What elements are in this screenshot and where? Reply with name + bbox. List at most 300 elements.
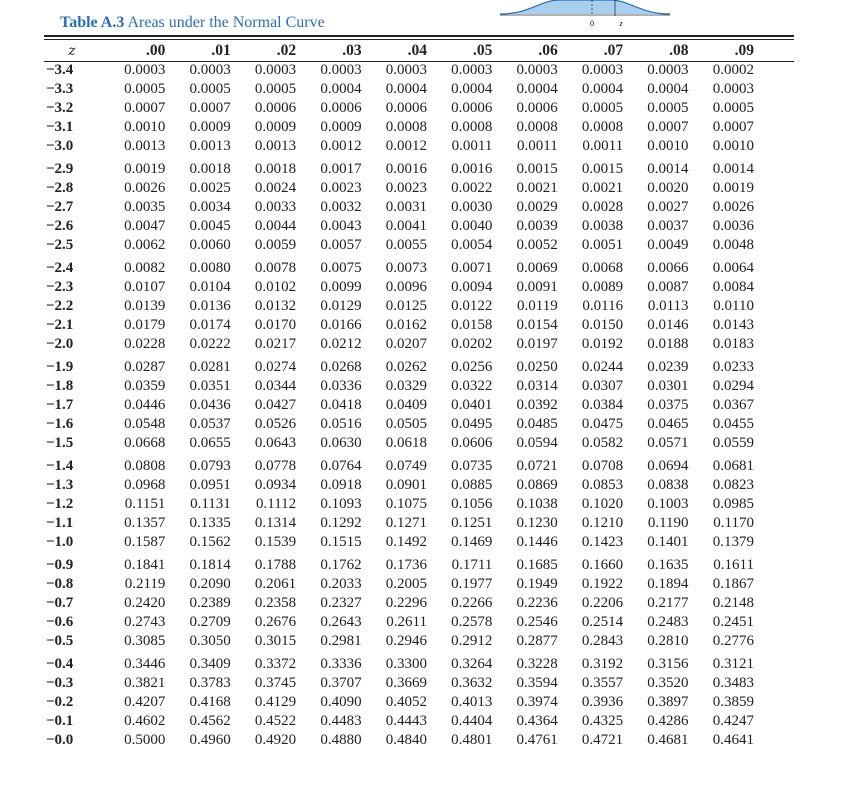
area-cell: 0.1736	[385, 557, 427, 573]
area-cell: 0.0250	[516, 359, 558, 375]
area-cell: 0.0793	[189, 458, 231, 474]
area-cell: 0.1469	[451, 534, 493, 550]
area-cell: 0.1379	[712, 534, 754, 550]
table-row	[44, 335, 754, 354]
area-cell: 0.0228	[124, 336, 166, 352]
area-cell: 0.3085	[124, 633, 166, 649]
area-cell: 0.4013	[451, 694, 493, 710]
table-row	[44, 99, 754, 118]
area-cell: 0.3632	[451, 675, 493, 691]
area-cell: 0.0015	[516, 161, 558, 177]
area-cell: 0.0082	[124, 260, 166, 276]
area-cell: 0.0344	[254, 378, 297, 394]
area-cell: 0.3745	[254, 675, 297, 691]
area-cell: 0.2266	[451, 595, 493, 611]
area-cell: 0.0045	[189, 218, 231, 234]
area-cell: 0.0047	[124, 218, 166, 234]
z-value-cell: −3.4	[46, 62, 74, 78]
area-cell: 0.0035	[124, 199, 166, 215]
area-cell: 0.0003	[189, 62, 231, 78]
top-rule	[44, 35, 794, 37]
table-row	[44, 198, 754, 217]
area-cell: 0.0034	[189, 199, 231, 215]
area-cell: 0.0007	[189, 100, 231, 116]
table-row	[44, 712, 754, 731]
z-value-cell: −0.3	[46, 675, 74, 691]
z-value-cell: −0.9	[46, 557, 74, 573]
area-cell: 0.0008	[581, 119, 624, 135]
area-cell: 0.3974	[516, 694, 558, 710]
area-cell: 0.0885	[451, 477, 493, 493]
area-cell: 0.0007	[124, 100, 166, 116]
area-cell: 0.3936	[581, 694, 624, 710]
area-cell: 0.1446	[516, 534, 558, 550]
area-cell: 0.0013	[189, 138, 231, 154]
table-row	[44, 179, 754, 198]
area-cell: 0.1020	[581, 496, 624, 512]
area-cell: 0.3897	[647, 694, 689, 710]
area-cell: 0.0004	[385, 81, 427, 97]
area-cell: 0.0146	[647, 317, 689, 333]
area-cell: 0.0028	[581, 199, 624, 215]
area-cell: 0.0010	[124, 119, 166, 135]
area-cell: 0.0188	[647, 336, 689, 352]
area-cell: 0.1210	[581, 515, 624, 531]
area-cell: 0.0003	[254, 62, 297, 78]
table-row	[44, 632, 754, 651]
area-cell: 0.0853	[581, 477, 624, 493]
table-row	[44, 354, 754, 377]
area-cell: 0.3372	[254, 656, 297, 672]
area-cell: 0.0066	[647, 260, 689, 276]
area-cell: 0.0102	[254, 279, 297, 295]
area-cell: 0.4286	[647, 713, 689, 729]
area-cell: 0.0122	[451, 298, 493, 314]
area-cell: 0.3192	[581, 656, 624, 672]
area-cell: 0.1335	[189, 515, 231, 531]
area-cell: 0.0869	[516, 477, 558, 493]
area-cell: 0.1922	[581, 576, 624, 592]
area-cell: 0.0041	[385, 218, 427, 234]
z-value-cell: −2.3	[46, 279, 74, 295]
area-cell: 0.0031	[385, 199, 427, 215]
area-cell: 0.3783	[189, 675, 231, 691]
table-row	[44, 575, 754, 594]
area-cell: 0.0158	[451, 317, 493, 333]
area-cell: 0.3121	[712, 656, 754, 672]
area-cell: 0.0043	[320, 218, 362, 234]
area-cell: 0.0011	[517, 138, 558, 154]
area-cell: 0.0968	[124, 477, 166, 493]
area-cell: 0.0024	[254, 180, 297, 196]
area-cell: 0.0069	[516, 260, 558, 276]
column-header: .06	[538, 41, 558, 59]
area-cell: 0.3050	[189, 633, 231, 649]
area-cell: 0.3300	[385, 656, 427, 672]
area-cell: 0.0005	[189, 81, 231, 97]
area-cell: 0.2033	[320, 576, 362, 592]
area-cell: 0.0071	[451, 260, 493, 276]
area-cell: 0.2843	[581, 633, 624, 649]
area-cell: 0.0003	[581, 62, 624, 78]
area-cell: 0.2420	[124, 595, 166, 611]
area-cell: 0.0838	[647, 477, 689, 493]
z-value-cell: −0.6	[46, 614, 74, 630]
area-cell: 0.0019	[124, 161, 166, 177]
area-cell: 0.1685	[516, 557, 558, 573]
area-cell: 0.1587	[124, 534, 166, 550]
table-row	[44, 80, 754, 99]
area-cell: 0.0018	[189, 161, 231, 177]
z-value-cell: −1.8	[46, 378, 74, 394]
area-cell: 0.0655	[189, 435, 231, 451]
area-cell: 0.0016	[385, 161, 427, 177]
z-value-cell: −1.7	[46, 397, 74, 413]
area-cell: 0.0119	[517, 298, 558, 314]
table-row	[44, 61, 754, 80]
area-cell: 0.0918	[320, 477, 362, 493]
table-row	[44, 118, 754, 137]
area-cell: 0.0192	[581, 336, 624, 352]
z-value-cell: −2.9	[46, 161, 74, 177]
area-cell: 0.0143	[712, 317, 754, 333]
area-cell: 0.0013	[124, 138, 166, 154]
area-cell: 0.1660	[581, 557, 624, 573]
table-row	[44, 651, 754, 674]
area-cell: 0.0244	[581, 359, 624, 375]
area-cell: 0.0004	[451, 81, 493, 97]
z-value-cell: −0.8	[46, 576, 74, 592]
area-cell: 0.0039	[516, 218, 558, 234]
table-row	[44, 396, 754, 415]
area-cell: 0.1401	[647, 534, 689, 550]
area-cell: 0.0051	[581, 237, 624, 253]
area-cell: 0.0901	[385, 477, 427, 493]
area-cell: 0.0003	[385, 62, 427, 78]
table-row	[44, 156, 754, 179]
z-value-cell: −1.4	[46, 458, 74, 474]
area-cell: 0.0011	[582, 138, 624, 154]
area-cell: 0.3264	[451, 656, 493, 672]
area-cell: 0.0170	[254, 317, 297, 333]
area-cell: 0.3520	[647, 675, 689, 691]
area-cell: 0.0359	[124, 378, 166, 394]
area-cell: 0.0934	[254, 477, 297, 493]
area-cell: 0.0013	[254, 138, 297, 154]
area-cell: 0.0007	[712, 119, 754, 135]
area-cell: 0.0005	[124, 81, 166, 97]
area-cell: 0.0062	[124, 237, 166, 253]
area-cell: 0.0516	[320, 416, 362, 432]
table-body	[44, 61, 754, 750]
area-cell: 0.1894	[647, 576, 689, 592]
area-cell: 0.0287	[124, 359, 166, 375]
area-cell: 0.2676	[254, 614, 297, 630]
area-cell: 0.0026	[124, 180, 166, 196]
z-value-cell: −1.6	[46, 416, 74, 432]
area-cell: 0.0823	[712, 477, 754, 493]
area-cell: 0.0044	[254, 218, 297, 234]
area-cell: 0.0004	[516, 81, 558, 97]
area-cell: 0.1977	[451, 576, 493, 592]
area-cell: 0.0113	[647, 298, 689, 314]
column-header: .09	[734, 41, 754, 59]
area-cell: 0.0008	[451, 119, 493, 135]
area-cell: 0.0006	[516, 100, 558, 116]
area-cell: 0.0073	[385, 260, 427, 276]
area-cell: 0.0384	[581, 397, 624, 413]
area-cell: 0.0078	[254, 260, 297, 276]
area-cell: 0.0023	[320, 180, 362, 196]
area-cell: 0.0060	[189, 237, 231, 253]
area-cell: 0.0505	[385, 416, 427, 432]
area-cell: 0.2643	[320, 614, 362, 630]
area-cell: 0.0116	[582, 298, 624, 314]
area-cell: 0.4443	[385, 713, 427, 729]
area-cell: 0.0006	[254, 100, 297, 116]
area-cell: 0.0274	[254, 359, 297, 375]
area-cell: 0.0150	[581, 317, 624, 333]
z-value-cell: −2.8	[46, 180, 74, 196]
table-row	[44, 297, 754, 316]
area-cell: 0.1635	[647, 557, 689, 573]
z-value-cell: −3.1	[46, 119, 74, 135]
area-cell: 0.1611	[713, 557, 754, 573]
table-row	[44, 495, 754, 514]
area-cell: 0.0008	[385, 119, 427, 135]
area-cell: 0.3557	[581, 675, 624, 691]
area-cell: 0.0003	[712, 81, 754, 97]
area-cell: 0.0681	[712, 458, 754, 474]
area-cell: 0.0233	[712, 359, 754, 375]
area-cell: 0.0007	[647, 119, 689, 135]
area-cell: 0.0307	[581, 378, 624, 394]
area-cell: 0.0322	[451, 378, 493, 394]
area-cell: 0.0314	[516, 378, 558, 394]
area-cell: 0.0571	[647, 435, 689, 451]
area-cell: 0.0256	[451, 359, 493, 375]
z-value-cell: −1.9	[46, 359, 74, 375]
area-cell: 0.1131	[190, 496, 231, 512]
area-cell: 0.3594	[516, 675, 558, 691]
z-value-cell: −1.1	[46, 515, 74, 531]
table-row	[44, 594, 754, 613]
table-row	[44, 476, 754, 495]
area-cell: 0.1112	[256, 496, 297, 512]
column-header: .07	[603, 41, 624, 59]
table-row	[44, 731, 754, 750]
area-cell: 0.4090	[320, 694, 362, 710]
column-header: .05	[472, 41, 493, 59]
area-cell: 0.3707	[320, 675, 362, 691]
area-cell: 0.1539	[254, 534, 297, 550]
area-cell: 0.3821	[124, 675, 166, 691]
area-cell: 0.1711	[451, 557, 493, 573]
area-cell: 0.0014	[712, 161, 754, 177]
area-cell: 0.0764	[320, 458, 362, 474]
z-value-cell: −1.3	[46, 477, 74, 493]
area-cell: 0.0110	[713, 298, 754, 314]
area-cell: 0.0048	[712, 237, 754, 253]
area-cell: 0.0202	[451, 336, 493, 352]
area-cell: 0.2483	[647, 614, 689, 630]
area-cell: 0.0418	[320, 397, 362, 413]
area-cell: 0.0207	[385, 336, 427, 352]
table-row	[44, 255, 754, 278]
area-cell: 0.0336	[320, 378, 362, 394]
area-cell: 0.2946	[385, 633, 427, 649]
area-cell: 0.0735	[451, 458, 493, 474]
area-cell: 0.4960	[189, 732, 231, 748]
table-row	[44, 434, 754, 453]
area-cell: 0.0005	[254, 81, 297, 97]
area-cell: 0.1314	[254, 515, 297, 531]
table-title	[60, 14, 325, 32]
area-cell: 0.0068	[581, 260, 624, 276]
area-cell: 0.0054	[451, 237, 493, 253]
area-cell: 0.1251	[451, 515, 493, 531]
area-cell: 0.0166	[320, 317, 362, 333]
area-cell: 0.0301	[647, 378, 689, 394]
area-cell: 0.4721	[581, 732, 624, 748]
table-row	[44, 674, 754, 693]
area-cell: 0.2327	[320, 595, 362, 611]
area-cell: 0.1003	[647, 496, 689, 512]
area-cell: 0.1492	[385, 534, 427, 550]
column-header-z: z	[68, 42, 76, 59]
area-cell: 0.1515	[320, 534, 362, 550]
table-row	[44, 137, 754, 156]
area-cell: 0.0004	[320, 81, 362, 97]
area-cell: 0.1762	[320, 557, 362, 573]
area-cell: 0.4207	[124, 694, 166, 710]
area-cell: 0.2148	[712, 595, 754, 611]
area-cell: 0.4483	[320, 713, 362, 729]
area-cell: 0.0668	[124, 435, 166, 451]
table-row	[44, 236, 754, 255]
area-cell: 0.0005	[712, 100, 754, 116]
area-cell: 0.0021	[581, 180, 624, 196]
area-cell: 0.0025	[189, 180, 231, 196]
area-cell: 0.4681	[647, 732, 689, 748]
area-cell: 0.0010	[647, 138, 689, 154]
area-cell: 0.0032	[320, 199, 362, 215]
area-cell: 0.0027	[647, 199, 689, 215]
area-cell: 0.0009	[189, 119, 231, 135]
area-cell: 0.0548	[124, 416, 166, 432]
area-cell: 0.2389	[189, 595, 231, 611]
area-cell: 0.4168	[189, 694, 231, 710]
area-cell: 0.5000	[124, 732, 166, 748]
area-cell: 0.0351	[189, 378, 231, 394]
area-cell: 0.0222	[189, 336, 231, 352]
area-cell: 0.0643	[254, 435, 297, 451]
area-cell: 0.0154	[516, 317, 558, 333]
area-cell: 0.0006	[320, 100, 362, 116]
area-cell: 0.2877	[516, 633, 558, 649]
area-cell: 0.0217	[254, 336, 297, 352]
area-cell: 0.0004	[581, 81, 624, 97]
z-value-cell: −0.1	[46, 713, 74, 729]
area-cell: 0.0985	[712, 496, 754, 512]
z-value-cell: −1.5	[46, 435, 74, 451]
area-cell: 0.0094	[451, 279, 493, 295]
area-cell: 0.0104	[189, 279, 231, 295]
z-value-cell: −1.0	[46, 534, 74, 550]
area-cell: 0.4404	[451, 713, 493, 729]
z-value-cell: −2.1	[46, 317, 74, 333]
area-cell: 0.3446	[124, 656, 166, 672]
area-cell: 0.0091	[516, 279, 558, 295]
area-cell: 0.0055	[385, 237, 427, 253]
area-cell: 0.1814	[189, 557, 231, 573]
area-cell: 0.0559	[712, 435, 754, 451]
area-cell: 0.4641	[712, 732, 754, 748]
curve-zero-label: 0	[590, 19, 594, 28]
area-cell: 0.0136	[189, 298, 231, 314]
area-cell: 0.2611	[386, 614, 427, 630]
area-cell: 0.0721	[516, 458, 558, 474]
area-cell: 0.4364	[516, 713, 558, 729]
area-cell: 0.2743	[124, 614, 166, 630]
area-cell: 0.0015	[581, 161, 624, 177]
area-cell: 0.0064	[712, 260, 754, 276]
table-row	[44, 316, 754, 335]
area-cell: 0.0808	[124, 458, 166, 474]
area-cell: 0.0294	[712, 378, 754, 394]
area-cell: 0.1038	[516, 496, 558, 512]
area-cell: 0.2090	[189, 576, 231, 592]
area-cell: 0.0003	[451, 62, 493, 78]
z-value-cell: −1.2	[46, 496, 74, 512]
area-cell: 0.0003	[124, 62, 166, 78]
area-cell: 0.0080	[189, 260, 231, 276]
area-cell: 0.3859	[712, 694, 754, 710]
area-cell: 0.1357	[124, 515, 166, 531]
table-row	[44, 552, 754, 575]
area-cell: 0.2451	[712, 614, 754, 630]
area-cell: 0.0009	[320, 119, 362, 135]
area-cell: 0.0132	[254, 298, 297, 314]
area-cell: 0.0012	[320, 138, 362, 154]
area-cell: 0.2981	[320, 633, 362, 649]
area-cell: 0.0129	[320, 298, 362, 314]
area-cell: 0.0446	[124, 397, 166, 413]
area-cell: 0.2709	[189, 614, 231, 630]
area-cell: 0.0014	[647, 161, 689, 177]
area-cell: 0.0951	[189, 477, 231, 493]
area-cell: 0.0375	[647, 397, 689, 413]
area-cell: 0.1423	[581, 534, 624, 550]
z-value-cell: −2.5	[46, 237, 74, 253]
area-cell: 0.1841	[124, 557, 166, 573]
area-cell: 0.0003	[647, 62, 689, 78]
area-cell: 0.2514	[581, 614, 624, 630]
area-cell: 0.0179	[124, 317, 166, 333]
area-cell: 0.0125	[385, 298, 427, 314]
area-cell: 0.4247	[712, 713, 754, 729]
area-cell: 0.4761	[516, 732, 558, 748]
column-header: .04	[407, 41, 427, 59]
area-cell: 0.1271	[385, 515, 427, 531]
area-cell: 0.0096	[385, 279, 427, 295]
area-cell: 0.4325	[581, 713, 624, 729]
z-value-cell: −3.2	[46, 100, 74, 116]
area-cell: 0.0107	[124, 279, 166, 295]
area-cell: 0.0455	[712, 416, 754, 432]
area-cell: 0.4522	[254, 713, 297, 729]
area-cell: 0.2206	[581, 595, 624, 611]
